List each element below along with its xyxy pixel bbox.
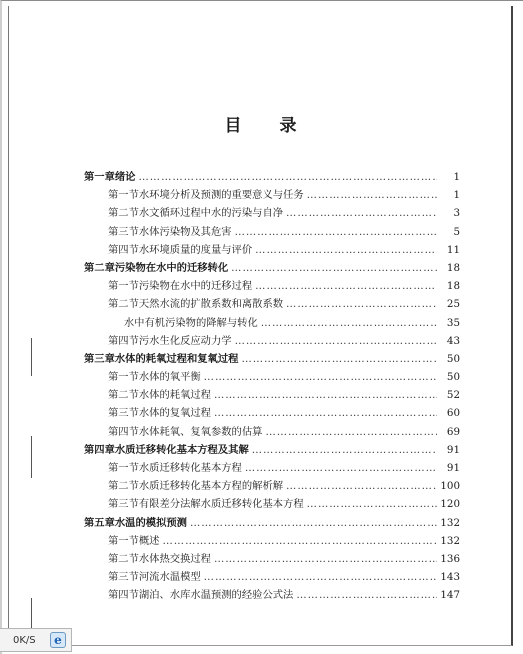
section-number: 第四节 [108,243,139,256]
page-number: 60 [446,407,460,420]
chapter-number: 第五章 [84,516,115,529]
page-number: 1 [453,171,460,183]
toc-section-row[interactable] [84,186,460,204]
page-number: 100 [440,480,460,493]
status-bar [0,628,72,652]
toc-section-row[interactable] [84,386,460,404]
dot-leader [252,441,437,459]
toc-section-row[interactable] [84,550,460,568]
page-number: 120 [440,498,460,511]
page-number: 11 [446,243,460,256]
toc-section-row[interactable] [84,477,460,495]
dot-leader [241,350,437,368]
page-number: 136 [440,552,460,565]
page-number: 132 [440,534,460,547]
page-number: 147 [440,589,460,602]
toc-section-row[interactable] [84,295,460,313]
dot-leader [214,386,437,404]
section-title: 水体的复氧过程 [138,407,211,420]
chapter-title: 绪论 [114,171,136,183]
toc-section-row[interactable] [84,277,460,295]
toc-section-row[interactable] [84,568,460,586]
section-title: 水体热交换过程 [138,552,211,565]
chapter-title: 水质迁移转化基本方程及其解 [114,443,249,456]
page-number: 3 [453,207,460,220]
dot-leader [265,423,437,441]
toc-chapter-row[interactable] [84,259,460,277]
toc-section-row[interactable] [84,204,460,222]
toc-section-row[interactable] [84,368,460,386]
section-title: 水体的耗氧过程 [138,389,211,402]
page-number: 91 [446,462,460,474]
dot-leader [307,186,437,204]
dot-leader [261,314,437,332]
dot-leader [296,586,437,604]
page-number: 35 [446,316,460,329]
page-number: 143 [440,571,460,584]
section-number: 第一节 [108,189,139,202]
chapter-title: 水体的耗氧过程和复氧过程 [114,352,239,365]
margin-mark [31,436,32,478]
section-title: 水中有机污染物的降解与转化 [123,316,258,329]
section-title: 水体耗氧、复氧参数的估算 [138,425,263,438]
section-title: 水质迁移转化基本方程 [138,462,242,474]
page-number: 5 [453,225,460,238]
section-number: 第三节 [108,407,139,420]
section-number: 第三节 [108,225,139,238]
toc-section-row[interactable] [84,423,460,441]
toc-section-row[interactable] [84,241,460,259]
section-title: 概述 [138,534,160,547]
margin-mark [31,598,32,628]
page-number: 91 [446,443,460,456]
page-number: 52 [446,389,460,402]
page-number: 50 [446,352,460,365]
section-title: 污水生化反应动力学 [138,334,232,347]
section-number: 第二节 [108,552,139,565]
page-number: 25 [446,298,460,311]
dot-leader [255,277,437,295]
dot-leader [138,168,437,186]
title-char: 录 [279,116,299,136]
toc-section-row[interactable] [84,532,460,550]
toc-section-row[interactable] [84,404,460,422]
section-number: 第四节 [108,334,139,347]
dot-leader [286,204,437,222]
toc-section-row[interactable] [84,332,460,350]
toc-section-row[interactable] [84,495,460,513]
section-number: 第四节 [108,589,139,602]
section-number: 第二节 [108,480,139,493]
dot-leader [307,495,437,513]
section-number: 第一节 [108,534,139,547]
toc-chapter-row[interactable] [84,350,460,368]
title-char: 目 [224,116,244,136]
section-title: 有限差分法解水质迁移转化基本方程 [138,498,304,511]
margin-mark [31,338,32,376]
section-number: 第二节 [108,298,139,311]
section-number: 第一节 [108,371,139,384]
ie-icon[interactable]: e [50,632,66,648]
section-title: 水质迁移转化基本方程的解析解 [138,480,284,493]
section-number: 第一节 [108,280,139,293]
section-title: 污染物在水中的迁移过程 [138,280,253,293]
dot-leader [231,259,437,277]
dot-leader [190,514,437,532]
dot-leader [255,241,437,259]
section-title: 水文循环过程中水的污染与自净 [138,207,284,220]
page-number: 132 [440,516,460,529]
section-title: 天然水流的扩散系数和离散系数 [138,298,284,311]
page-number: 50 [446,371,460,384]
dot-leader [286,477,437,495]
chapter-number: 第三章 [84,352,115,365]
section-number: 第二节 [108,207,139,220]
section-number: 第一节 [108,462,139,474]
download-speed: 0K/S [13,634,36,646]
toc-section-row[interactable] [84,459,460,477]
toc-section-row[interactable] [84,223,460,241]
section-title: 水体污染物及其危害 [138,225,232,238]
dot-leader [162,532,437,550]
section-title: 湖泊、水库水温预测的经验公式法 [138,589,294,602]
toc-chapter-row[interactable] [84,514,460,532]
page-number: 1 [453,189,460,202]
dot-leader [235,332,437,350]
section-number: 第四节 [108,425,139,438]
toc-section-row[interactable] [84,586,460,604]
section-number: 第三节 [108,571,139,584]
chapter-title: 水温的模拟预测 [114,516,187,529]
dot-leader [286,295,437,313]
dot-leader [214,550,437,568]
dot-leader [214,404,437,422]
page-number: 18 [446,280,460,293]
page-number: 69 [446,425,460,438]
chapter-number: 第四章 [84,443,115,456]
chapter-number: 第二章 [84,261,115,274]
chapter-number: 第一章 [84,171,115,183]
toc-chapter-row[interactable] [84,441,460,459]
page-number: 43 [446,334,460,347]
dot-leader [204,568,437,586]
section-title: 水环境分析及预测的重要意义与任务 [138,189,304,202]
section-number: 第三节 [108,498,139,511]
dot-leader [204,368,437,386]
page-title [0,111,523,136]
toc-section-row[interactable] [84,314,460,332]
dot-leader [235,223,437,241]
table-of-contents [84,168,460,605]
dot-leader [245,459,437,477]
page-number: 18 [446,261,460,274]
section-title: 水体的氧平衡 [138,371,201,384]
section-number: 第二节 [108,389,139,402]
section-title: 水环境质量的度量与评价 [138,243,253,256]
chapter-title: 污染物在水中的迁移转化 [114,261,229,274]
toc-chapter-row[interactable] [84,168,460,186]
section-title: 河流水温模型 [138,571,201,584]
